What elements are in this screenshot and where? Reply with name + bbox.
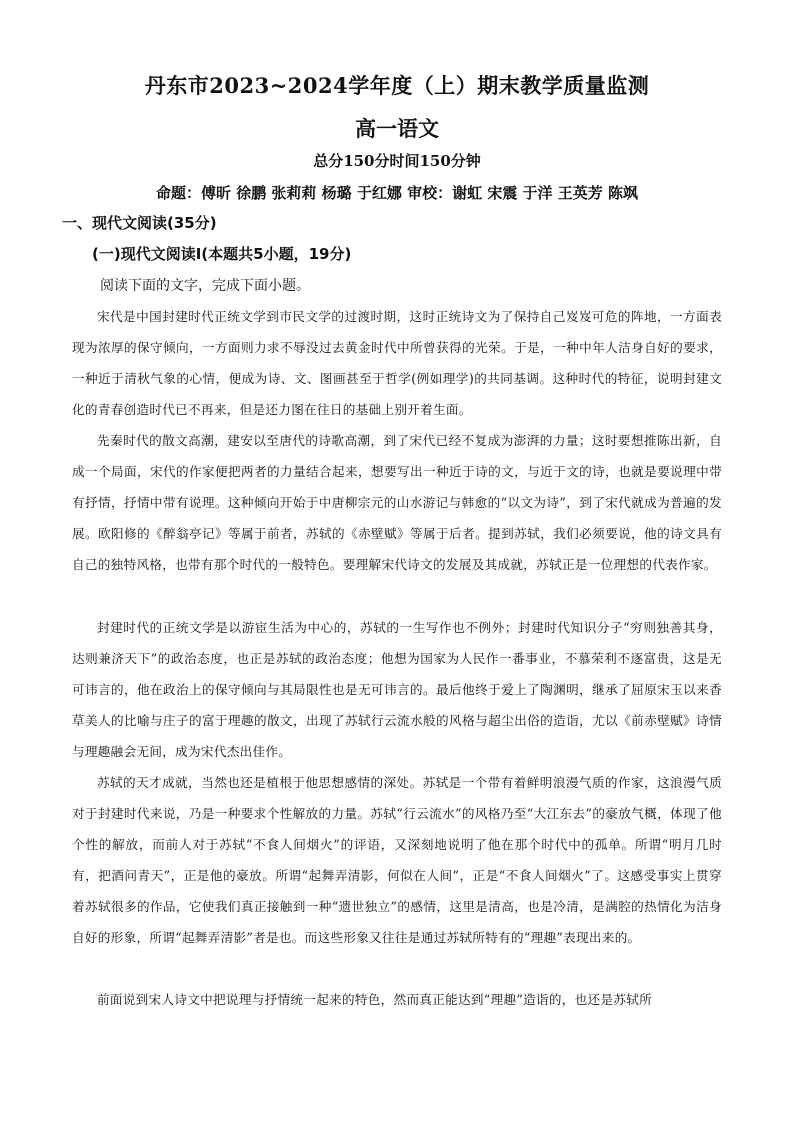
sub-section-heading: (一)现代文阅读Ⅰ(本题共5小题，19分) [92,245,352,263]
reading-instruction: 阅读下面的文字，完成下面小题。 [100,278,310,294]
subject-title: 高一语文 [355,116,439,141]
passage-paragraph-1: 宋代是中国封建时代正统文学到市民文学的过渡时期，这时正统诗文为了保持自己岌岌可危的阵地，一方面表现为浓厚的保守倾向，一方面则力求不辱没过去黄金时代中所曾获得的光荣。于是，一种中年人洁身自好的要求，一种近于清秋气象的心情，便成为诗、文、图画甚至于哲学(例如理学)的共同基调。这种时代的特征，说明封建文化的青春创造时代已不再来，但是还力图在往日的基础上别开着生面。 [72,309,722,417]
passage-paragraph-5: 前面说到宋人诗文中把说理与抒情统一起来的特色，然而真正能达到“理趣”造诣的，也还是苏轼所 [97,992,653,1007]
authors-line: 命题：傅昕 徐鹏 张莉莉 杨璐 于红娜 审校：谢虹 宋震 于洋 王英芳 陈飒 [155,184,638,202]
score-time-line: 总分150分时间150分钟 [313,152,481,170]
exam-title: 丹东市2023~2024学年度（上）期末教学质量监测 [144,73,650,98]
passage-paragraph-4: 苏轼的天才成就，当然也还是植根于他思想感情的深处。苏轼是一个带有着鲜明浪漫气质的作家，这浪漫气质对于封建时代来说，乃是一种要求个性解放的力量。苏轼“行云流水”的风格乃至“大江东去”的豪放气概，体现了他个性的解放，而前人对于苏轼“不食人间烟火”的评语，又深刻地说明了他在那个时代中的孤单。所谓“明月几时有，把酒问青天”，正是他的豪放。所谓“起舞弄清影，何似在人间”，正是“不食人间烟火”了。这感受事实上贯穿着苏轼很多的作品，它使我们真正接触到一种“遗世独立”的感情，这里是清高，也是冷清，是满腔的热情化为洁身自好的形象，所谓“起舞弄清影”者是也。而这些形象又往往是通过苏轼所特有的“理趣”表现出来的。 [72,775,722,945]
passage-paragraph-3: 封建时代的正统文学是以游宦生活为中心的，苏轼的一生写作也不例外；封建时代知识分子“穷则独善其身，达则兼济天下”的政治态度，也正是苏轼的政治态度；他想为国家为人民作一番事业，不慕荣利不逐富贵，这是无可讳言的，他在政治上的保守倾向与其局限性也是无可讳言的。最后他终于爱上了陶渊明，继承了屈原宋玉以来香草美人的比喻与庄子的富于理趣的散文，出现了苏轼行云流水般的风格与超尘出俗的造诣，尤以《前赤壁赋》诗情与理趣融会无间，成为宋代杰出佳作。 [72,620,722,759]
passage-paragraph-2: 先秦时代的散文高潮，建安以至唐代的诗歌高潮，到了宋代已经不复成为澎湃的力量；这时要想推陈出新，自成一个局面，宋代的作家便把两者的力量结合起来，想要写出一种近于诗的文，与近于文的诗，也就是要说理中带有抒情，抒情中带有说理。这种倾向开始于中唐柳宗元的山水游记与韩愈的“以文为诗”，到了宋代就成为普遍的发展。欧阳修的《醉翁亭记》等属于前者，苏轼的《赤壁赋》等属于后者。提到苏轼，我们必须要说，他的诗文具有自己的独特风格，也带有那个时代的一般特色。要理解宋代诗文的发展及其成就，苏轼正是一位理想的代表作家。 [72,433,722,572]
section-heading: 一、现代文阅读(35分) [62,214,217,232]
